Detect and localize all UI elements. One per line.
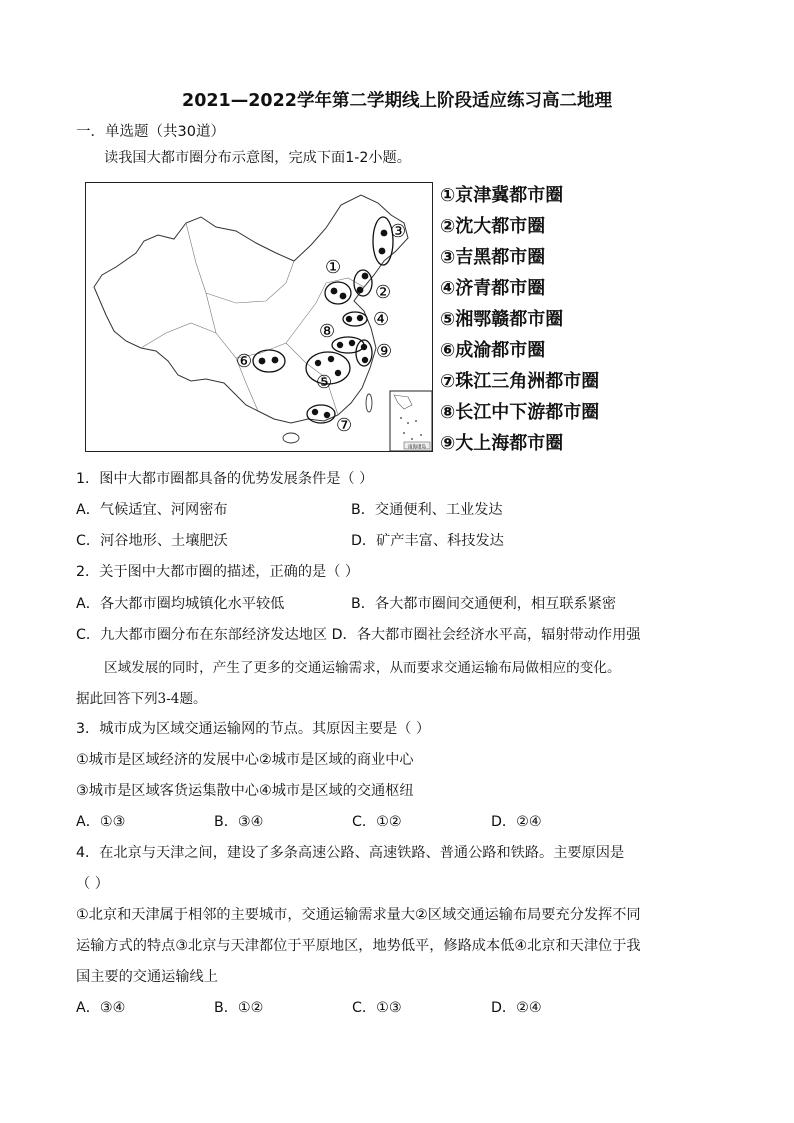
map-label-7: ⑦ — [336, 415, 353, 436]
q1-option-b: B．交通便利、工业发达 — [351, 502, 503, 518]
taiwan-island — [366, 394, 372, 412]
q4-statement-2: 运输方式的特点③北京与天津都位于平原地区，地势低平，修路成本低④北京和天津位于我 — [76, 938, 641, 954]
q4-stem: 4．在北京与天津之间，建设了多条高速公路、高速铁路、普通公路和铁路。主要原因是 — [76, 845, 625, 861]
map-label-8: ⑧ — [319, 321, 336, 342]
legend-item-1: ①京津冀都市圈 — [440, 185, 564, 206]
legend-item-3: ③吉黑都市圈 — [440, 247, 546, 268]
q3-option-c: C．①② — [352, 814, 402, 830]
map-label-5: ⑤ — [316, 372, 333, 393]
q4-option-b: B．①② — [214, 1000, 264, 1016]
q3-stem: 3．城市成为区域交通运输网的节点。其原因主要是（ ） — [76, 721, 431, 737]
map-label-4: ④ — [373, 309, 390, 330]
q4-option-c: C．①③ — [352, 1000, 402, 1016]
q1-option-c: C．河谷地形、土壤肥沃 — [76, 533, 228, 549]
q2-stem: 2．关于图中大都市圈的描述，正确的是（ ） — [76, 564, 360, 580]
china-map — [85, 182, 433, 452]
china-outline — [94, 195, 408, 423]
hainan-island — [283, 433, 299, 443]
q3-statement-1: ①城市是区域经济的发展中心②城市是区域的商业中心 — [76, 752, 414, 768]
inset-label: 南海诸岛 — [408, 445, 426, 450]
q2-option-a: A．各大都市圈均城镇化水平较低 — [76, 596, 285, 612]
map-label-3: ③ — [390, 221, 407, 242]
section-heading: 一．单选题（共30道） — [76, 124, 225, 140]
page-title: 2021—2022学年第二学期线上阶段适应练习高二地理 — [182, 91, 612, 111]
intro-text-1: 读我国大都市圈分布示意图，完成下面1-2小题。 — [104, 150, 411, 166]
q2-option-b: B．各大都市圈间交通便利，相互联系紧密 — [351, 596, 617, 612]
q4-option-a: A．③④ — [76, 1000, 126, 1016]
legend-item-6: ⑥成渝都市圈 — [440, 340, 546, 361]
q4-statement-3: 国主要的交通运输线上 — [76, 969, 218, 985]
legend-item-8: ⑧长江中下游都市圈 — [440, 402, 600, 423]
map-label-6: ⑥ — [236, 351, 253, 372]
q2-option-cd: C．九大都市圈分布在东部经济发达地区 D．各大都市圈社会经济水平高，辐射带动作用强 — [76, 627, 641, 643]
intro-text-2: 区域发展的同时，产生了更多的交通运输需求，从而要求交通运输布局做相应的变化。 — [104, 660, 621, 676]
q4-paren: （ ） — [76, 876, 109, 892]
q3-option-d: D．②④ — [491, 814, 542, 830]
q3-option-b: B．③④ — [214, 814, 264, 830]
legend-item-9: ⑨大上海都市圈 — [440, 433, 564, 454]
q3-statement-2: ③城市是区域客货运集散中心④城市是区域的交通枢纽 — [76, 783, 414, 799]
q4-option-d: D．②④ — [491, 1000, 542, 1016]
map-svg — [86, 183, 433, 452]
q1-option-a: A．气候适宜、河网密布 — [76, 502, 228, 518]
q1-option-d: D．矿产丰富、科技发达 — [351, 533, 504, 549]
map-label-1: ① — [325, 257, 342, 278]
q3-option-a: A．①③ — [76, 814, 126, 830]
map-label-2: ② — [375, 282, 392, 303]
legend-item-7: ⑦珠江三角洲都市圈 — [440, 371, 600, 392]
legend-item-2: ②沈大都市圈 — [440, 216, 546, 237]
q4-statement-1: ①北京和天津属于相邻的主要城市，交通运输需求量大②区域交通运输布局要充分发挥不同 — [76, 907, 641, 923]
legend-item-4: ④济青都市圈 — [440, 278, 546, 299]
q1-stem: 1．图中大都市圈都具备的优势发展条件是（ ） — [76, 471, 374, 487]
map-label-9: ⑨ — [376, 341, 393, 362]
legend-item-5: ⑤湘鄂赣都市圈 — [440, 309, 564, 330]
intro-text-3: 据此回答下列3-4题。 — [76, 691, 207, 707]
